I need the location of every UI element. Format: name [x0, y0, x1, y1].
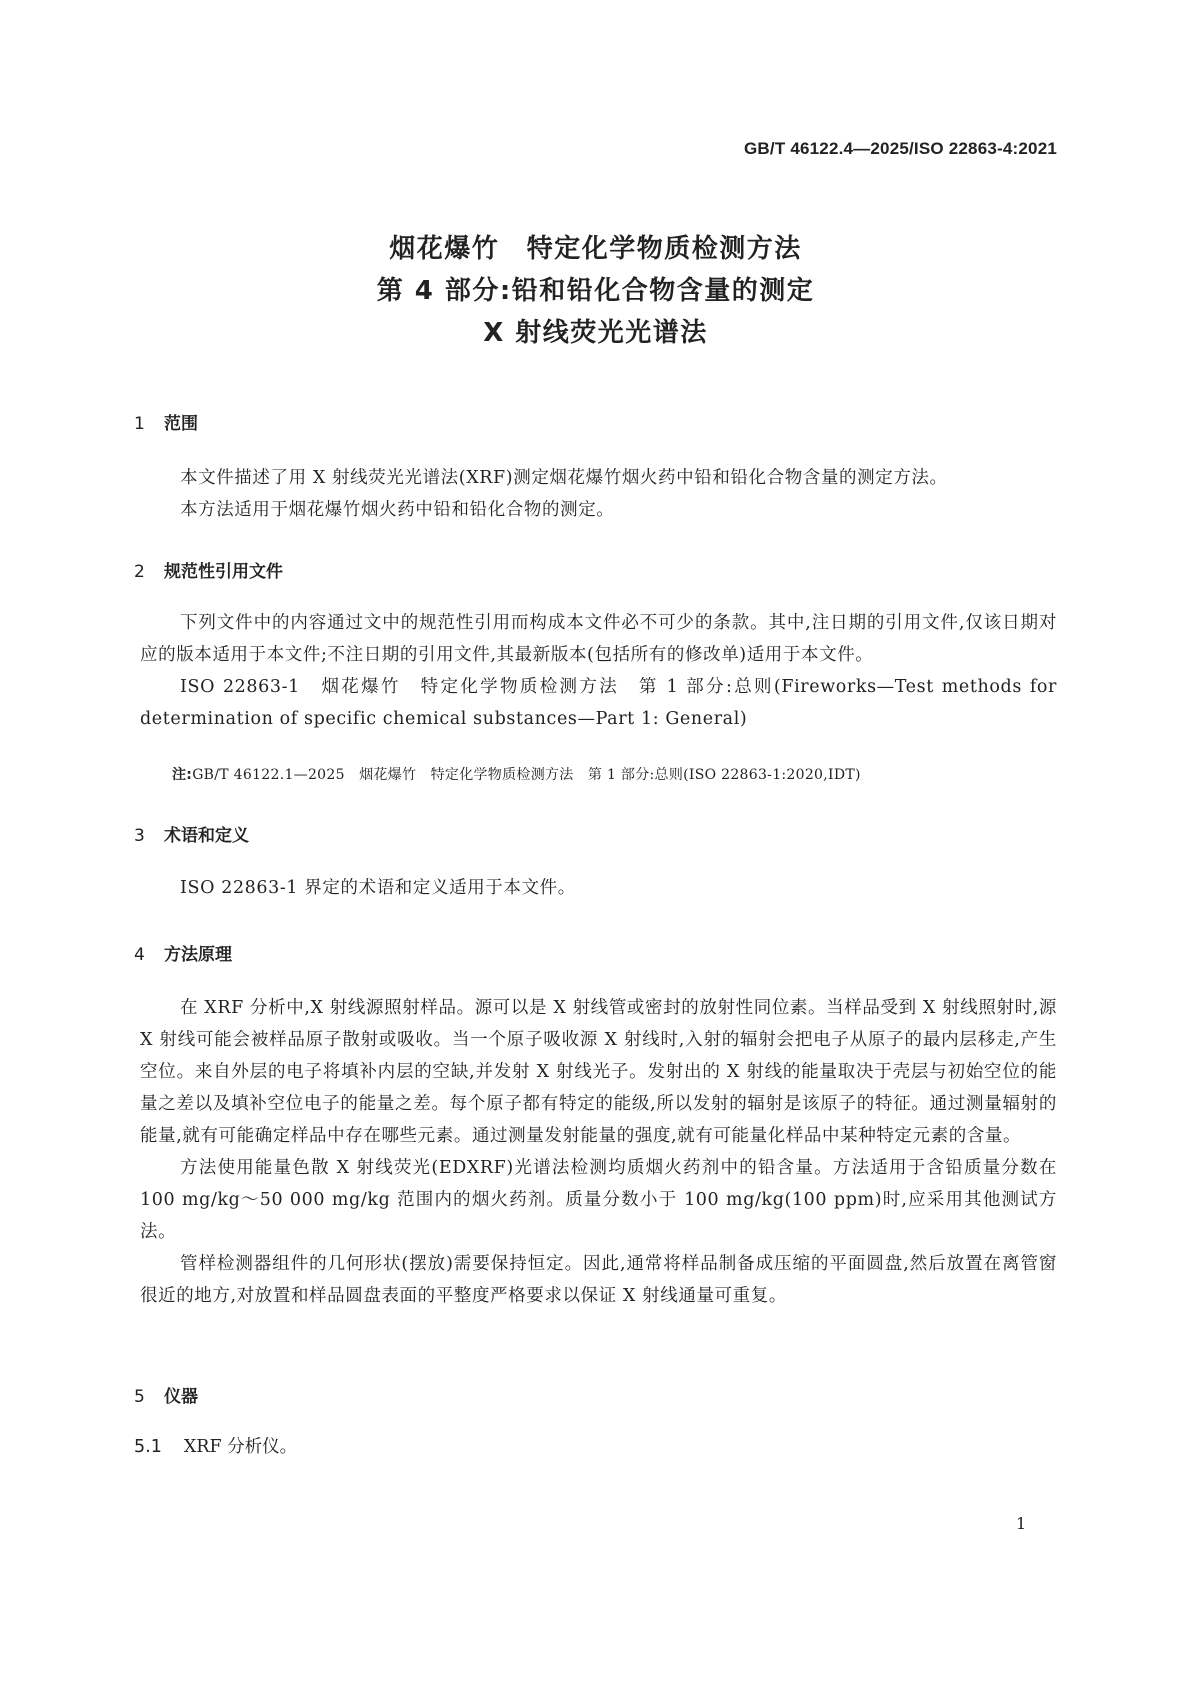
subsection-5-1: [134, 1433, 297, 1458]
section-title: 术语和定义: [164, 826, 249, 846]
paragraph: 在 XRF 分析中,X 射线源照射样品。源可以是 X 射线管或密封的放射性同位素。当样品受到 X 射线照射时,源 X 射线可能会被样品原子散射或吸收。当一个原子吸收源 X 射线时,入射的辐射会把电子从原子的最内层移走,产生空位。来自外层的电子将填补内层的空缺,并发射 X 射线光子。发射出的 X 射线的能量取决于壳层与初始空位的能量之差以及填补空位电子的能量之差。每个原子都有特定的能级,所以发射的辐射是该原子的特征。通过测量辐射的能量,就有可能确定样品中存在哪些元素。通过测量发射能量的强度,就有可能量化样品中某种特定元素的含量。: [140, 998, 1057, 1146]
paragraph: 本文件描述了用 X 射线荧光光谱法(XRF)测定烟花爆竹烟火药中铅和铅化合物含量的测定方法。: [180, 468, 948, 488]
subsection-number: 5.1: [134, 1437, 162, 1457]
section-number: 1: [134, 414, 145, 434]
paragraph: ISO 22863-1 烟花爆竹 特定化学物质检测方法 第 1 部分:总则(Fireworks—Test methods for determination of specific chemical substances—Part 1: General): [140, 677, 1057, 729]
section-5-heading: [134, 1382, 198, 1407]
paragraph: 本方法适用于烟花爆竹烟火药中铅和铅化合物的测定。: [180, 500, 615, 520]
section-1-body: [140, 462, 1057, 526]
paragraph: 方法使用能量色散 X 射线荧光(EDXRF)光谱法检测均质烟火药剂中的铅含量。方法适用于含铅质量分数在 100 mg/kg～50 000 mg/kg 范围内的烟火药剂。质量分数小于 100 mg/kg(100 ppm)时,应采用其他测试方法。: [140, 1158, 1057, 1242]
doc-title-line2: 第 4 部分:铅和铅化合物含量的测定: [376, 276, 815, 306]
section-title: 范围: [164, 414, 198, 434]
paragraph: 下列文件中的内容通过文中的规范性引用而构成本文件必不可少的条款。其中,注日期的引用文件,仅该日期对应的版本适用于本文件;不注日期的引用文件,其最新版本(包括所有的修改单)适用于本文件。: [140, 613, 1057, 665]
section-number: 3: [134, 826, 145, 846]
section-title: 仪器: [164, 1387, 198, 1407]
note-text: GB/T 46122.1—2025 烟花爆竹 特定化学物质检测方法 第 1 部分:总则(ISO 22863-1:2020,IDT): [192, 767, 861, 783]
section-title: 规范性引用文件: [164, 562, 283, 582]
paragraph: ISO 22863-1 界定的术语和定义适用于本文件。: [180, 878, 576, 898]
section-number: 5: [134, 1387, 145, 1407]
section-title: 方法原理: [164, 945, 232, 965]
section-number: 4: [134, 945, 145, 965]
section-1-heading: [134, 409, 198, 434]
paragraph: 管样检测器组件的几何形状(摆放)需要保持恒定。因此,通常将样品制备成压缩的平面圆盘,然后放置在离管窗很近的地方,对放置和样品圆盘表面的平整度严格要求以保证 X 射线通量可重复。: [140, 1254, 1057, 1306]
note: [172, 764, 861, 784]
subsection-text: XRF 分析仪。: [183, 1437, 298, 1457]
section-2-body: [140, 607, 1057, 735]
section-3-heading: [134, 821, 249, 846]
doc-title-line3: X 射线荧光光谱法: [483, 318, 708, 348]
section-4-heading: [134, 940, 232, 965]
section-4-body: [140, 992, 1057, 1312]
section-2-heading: [134, 557, 283, 582]
section-number: 2: [134, 562, 145, 582]
note-label: 注:: [172, 767, 193, 783]
section-3-body: [140, 872, 1057, 904]
standard-code: GB/T 46122.4—2025/ISO 22863-4:2021: [744, 139, 1057, 158]
page-number: 1: [1016, 1514, 1027, 1533]
doc-title-line1: 烟花爆竹 特定化学物质检测方法: [389, 234, 802, 264]
